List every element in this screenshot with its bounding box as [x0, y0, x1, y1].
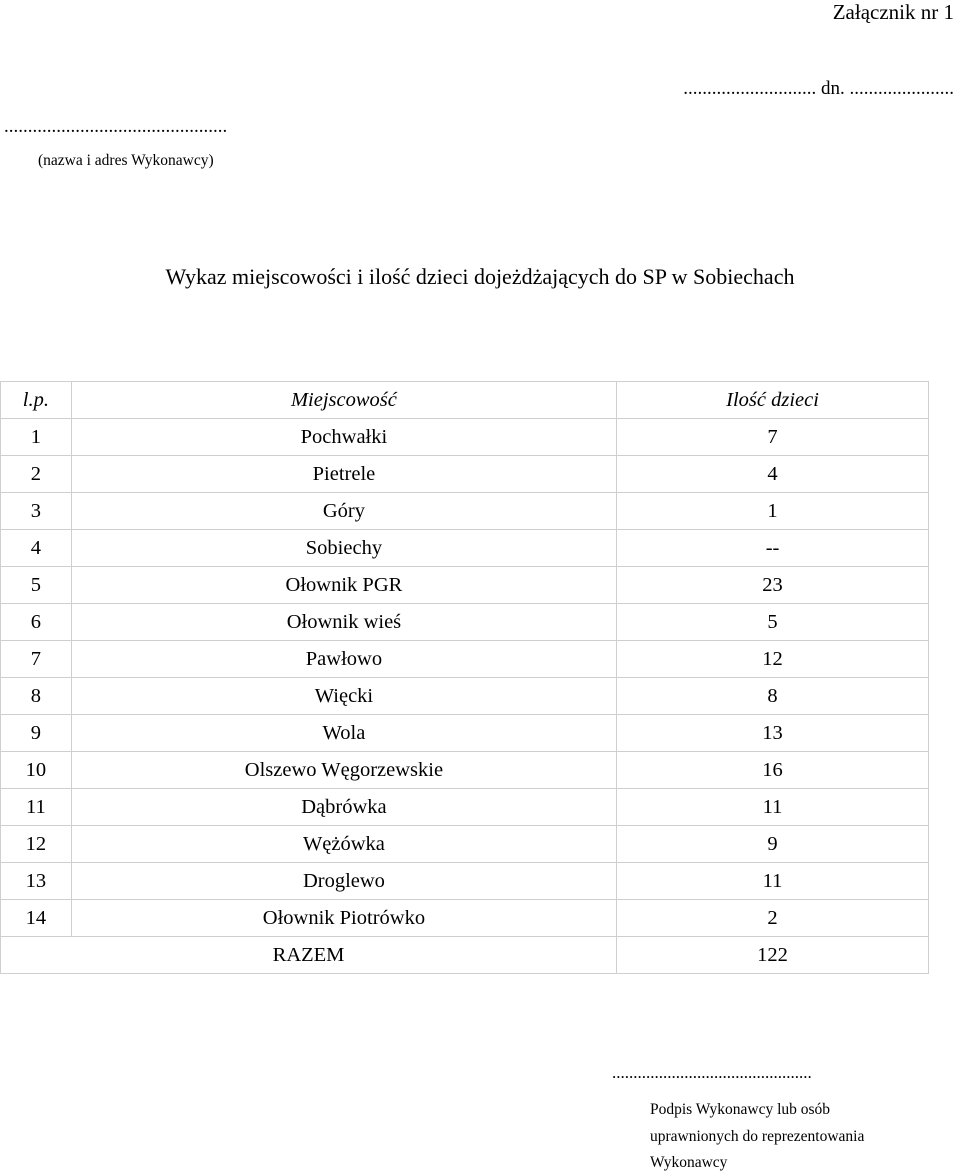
row-lp: 6	[1, 604, 72, 641]
signature-placeholder: ...............................................	[612, 1063, 812, 1082]
places-table	[0, 381, 929, 974]
row-lp: 2	[1, 456, 72, 493]
row-count: 5	[617, 604, 929, 641]
header-lp: l.p.	[1, 382, 72, 419]
row-lp: 1	[1, 419, 72, 456]
row-count: 11	[617, 863, 929, 900]
row-count: 23	[617, 567, 929, 604]
row-place: Ołownik wieś	[71, 604, 616, 641]
row-lp: 8	[1, 678, 72, 715]
table-row	[1, 567, 929, 604]
table-header-row	[1, 382, 929, 419]
table-row	[1, 789, 929, 826]
row-count: 9	[617, 826, 929, 863]
row-place: Ołownik Piotrówko	[71, 900, 616, 937]
row-lp: 13	[1, 863, 72, 900]
row-lp: 7	[1, 641, 72, 678]
row-count: --	[617, 530, 929, 567]
total-count: 122	[617, 937, 929, 974]
row-lp: 12	[1, 826, 72, 863]
row-place: Góry	[71, 493, 616, 530]
table-row	[1, 900, 929, 937]
row-count: 13	[617, 715, 929, 752]
attachment-label: Załącznik nr 1	[832, 0, 954, 24]
table-row	[1, 863, 929, 900]
row-lp: 5	[1, 567, 72, 604]
date-line: ............................ dn. ......................	[683, 78, 954, 99]
row-place: Więcki	[71, 678, 616, 715]
signature-caption-line2: uprawnionych do reprezentowania	[650, 1128, 865, 1145]
row-lp: 3	[1, 493, 72, 530]
contractor-name-placeholder: ...............................................	[4, 116, 228, 137]
signature-caption-line1: Podpis Wykonawcy lub osób	[650, 1101, 831, 1118]
row-count: 16	[617, 752, 929, 789]
table-row	[1, 826, 929, 863]
row-count: 12	[617, 641, 929, 678]
row-place: Pawłowo	[71, 641, 616, 678]
header-count: Ilość dzieci	[617, 382, 929, 419]
header-place: Miejscowość	[71, 382, 616, 419]
table-row	[1, 604, 929, 641]
document-title: Wykaz miejscowości i ilość dzieci dojeżdżających do SP w Sobiechach	[165, 264, 795, 289]
row-place: Dąbrówka	[71, 789, 616, 826]
row-lp: 11	[1, 789, 72, 826]
table-row	[1, 641, 929, 678]
row-place: Wężówka	[71, 826, 616, 863]
row-place: Pietrele	[71, 456, 616, 493]
row-count: 7	[617, 419, 929, 456]
row-place: Droglewo	[71, 863, 616, 900]
row-count: 11	[617, 789, 929, 826]
table-row	[1, 530, 929, 567]
row-place: Sobiechy	[71, 530, 616, 567]
row-count: 1	[617, 493, 929, 530]
table-row	[1, 456, 929, 493]
table-total-row	[1, 937, 929, 974]
contractor-caption: (nazwa i adres Wykonawcy)	[38, 152, 214, 169]
table-row	[1, 419, 929, 456]
table-row	[1, 715, 929, 752]
table-row	[1, 678, 929, 715]
row-place: Wola	[71, 715, 616, 752]
signature-caption-line3: Wykonawcy	[650, 1154, 728, 1171]
row-place: Pochwałki	[71, 419, 616, 456]
row-count: 2	[617, 900, 929, 937]
table-row	[1, 752, 929, 789]
row-lp: 9	[1, 715, 72, 752]
row-count: 8	[617, 678, 929, 715]
row-lp: 4	[1, 530, 72, 567]
row-place: Olszewo Węgorzewskie	[71, 752, 616, 789]
table-row	[1, 493, 929, 530]
row-lp: 14	[1, 900, 72, 937]
total-label: RAZEM	[1, 937, 617, 974]
row-lp: 10	[1, 752, 72, 789]
row-count: 4	[617, 456, 929, 493]
row-place: Ołownik PGR	[71, 567, 616, 604]
